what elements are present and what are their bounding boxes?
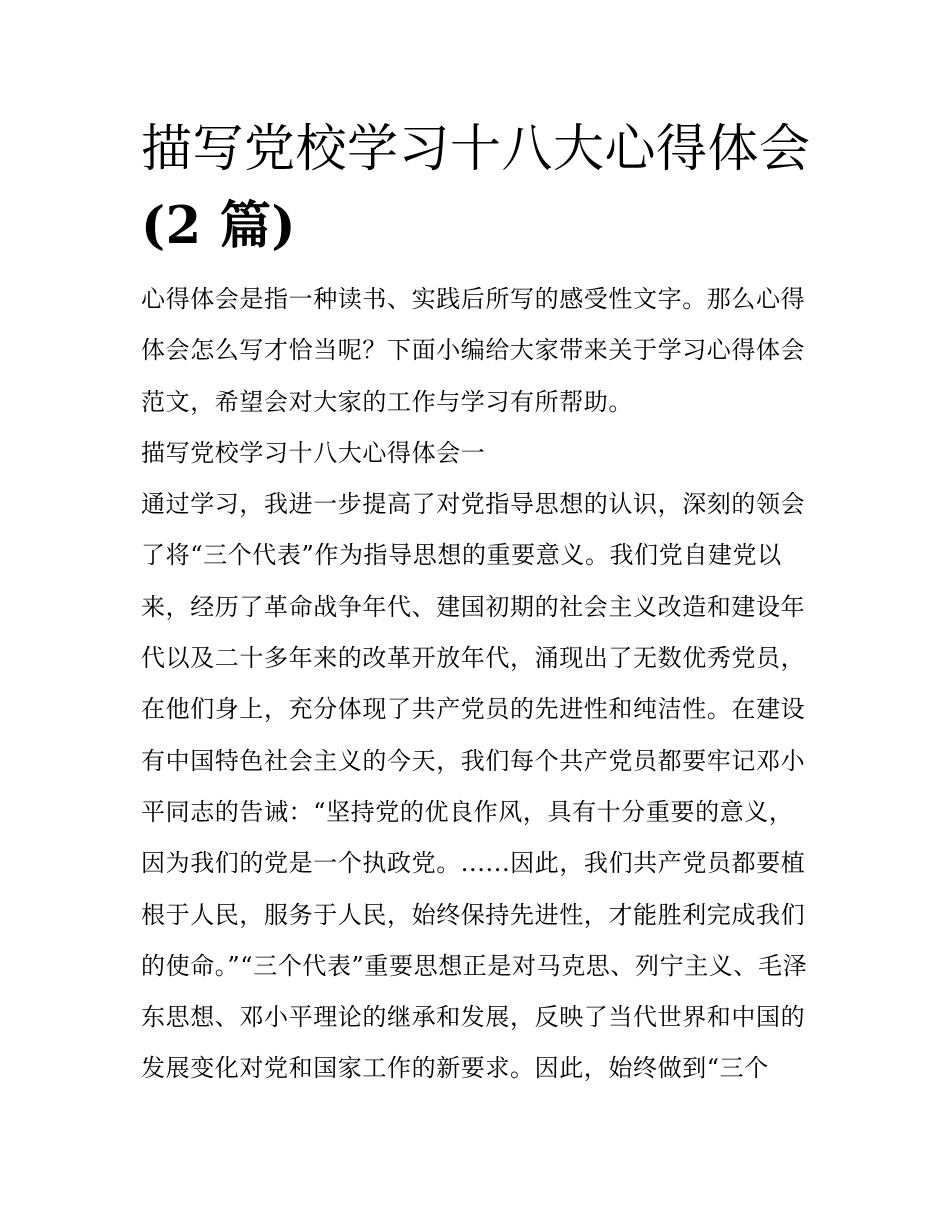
- document-body: [141, 274, 816, 1095]
- body-paragraph: 通过学习，我进一步提高了对党指导思想的认识，深刻的领会了将“三个代表”作为指导思想的重要意义。我们党自建党以来，经历了革命战争年代、建国初期的社会主义改造和建设年代以及二十多年来的改革开放年代，涌现出了无数优秀党员，在他们身上，充分体现了共产党员的先进性和纯洁性。在建设有中国特色社会主义的今天，我们每个共产党员都要牢记邓小平同志的告诫：“坚持党的优良作风，具有十分重要的意义，因为我们的党是一个执政党。......因此，我们共产党员都要植根于人民，服务于人民，始终保持先进性，才能胜利完成我们的使命。”“三个代表”重要思想正是对马克思、列宁主义、毛泽东思想、邓小平理论的继承和发展，反映了当代世界和中国的发展变化对党和国家工作的新要求。因此，始终做到“三个: [141, 490, 808, 1083]
- title-line-1: 描写党校学习十八大心得体会: [141, 120, 811, 179]
- intro-paragraph: 心得体会是指一种读书、实践后所写的感受性文字。那么心得体会怎么写才恰当呢？下面小编给大家带来关于学习心得体会范文，希望会对大家的工作与学习有所帮助。: [141, 285, 806, 416]
- title-line-2: (2 篇): [141, 196, 297, 256]
- section-heading: 描写党校学习十八大心得体会一: [141, 438, 486, 467]
- document-title: [141, 112, 821, 265]
